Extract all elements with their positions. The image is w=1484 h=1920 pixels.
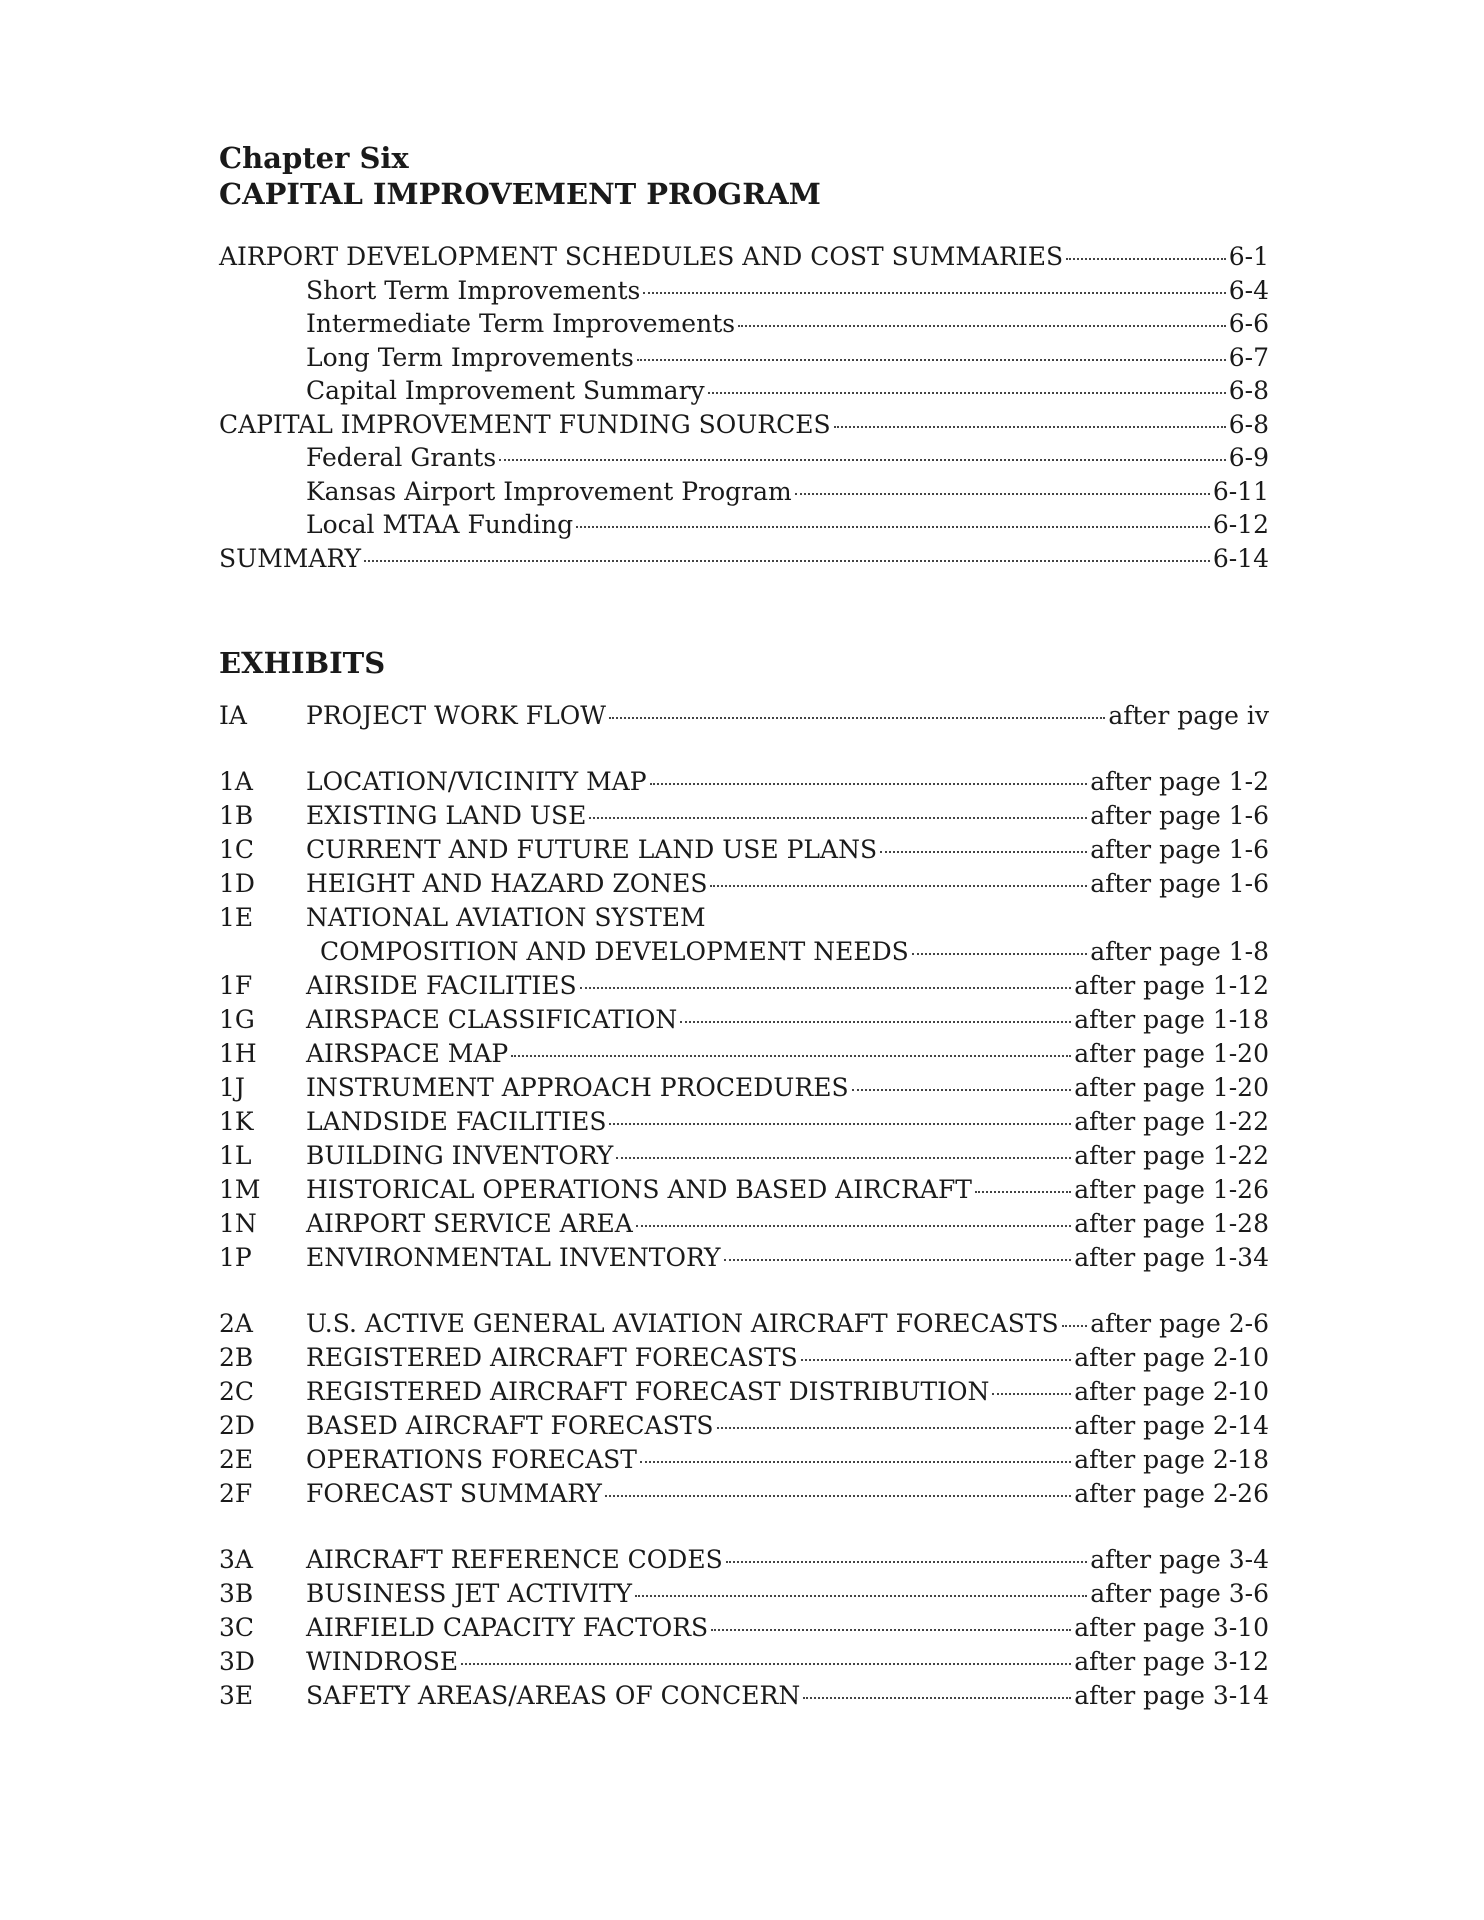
exhibit-code: 1J — [219, 1073, 245, 1102]
toc-entry-page: 6-7 — [1228, 342, 1269, 372]
exhibit-code: 2F — [219, 1479, 253, 1508]
dot-leader — [499, 459, 1226, 461]
dot-leader — [803, 1697, 1071, 1699]
exhibit-page: after page 1-34 — [1074, 1243, 1269, 1272]
exhibit-page: after page 2-6 — [1090, 1309, 1269, 1338]
dot-leader — [364, 560, 1210, 562]
dot-leader — [643, 292, 1225, 294]
exhibit-code: 3D — [219, 1647, 255, 1676]
dot-leader — [834, 426, 1226, 428]
toc-entry[interactable] — [219, 242, 1269, 276]
toc-entry-page: 6-8 — [1228, 409, 1269, 439]
exhibit-label: EXISTING LAND USE — [306, 801, 587, 830]
exhibit-page: after page 1-22 — [1074, 1107, 1269, 1136]
exhibit-label: HISTORICAL OPERATIONS AND BASED AIRCRAFT — [306, 1175, 972, 1204]
exhibit-entry[interactable] — [219, 1005, 1269, 1039]
table-of-contents — [219, 242, 1269, 577]
toc-entry-label: SUMMARY — [219, 543, 362, 573]
exhibit-entry[interactable] — [219, 1039, 1269, 1073]
exhibit-group — [219, 701, 1269, 735]
dot-leader — [724, 1259, 1072, 1261]
exhibit-code: 2A — [219, 1309, 253, 1338]
exhibit-entry[interactable] — [219, 1479, 1269, 1513]
exhibit-page: after page 1-20 — [1074, 1039, 1269, 1068]
exhibit-label: BUILDING INVENTORY — [306, 1141, 614, 1170]
dot-leader — [609, 1123, 1071, 1125]
exhibit-label: AIRSPACE CLASSIFICATION — [306, 1005, 678, 1034]
exhibit-page: after page 1-6 — [1090, 801, 1269, 830]
exhibit-label: REGISTERED AIRCRAFT FORECAST DISTRIBUTION — [306, 1377, 990, 1406]
toc-entry[interactable] — [219, 410, 1269, 444]
dot-leader — [992, 1393, 1071, 1395]
exhibit-code: 2D — [219, 1411, 255, 1440]
exhibit-page: after page 2-10 — [1074, 1377, 1269, 1406]
exhibit-page: after page 2-10 — [1074, 1343, 1269, 1372]
dot-leader — [511, 1055, 1071, 1057]
toc-entry-page: 6-9 — [1228, 443, 1269, 472]
toc-entry[interactable] — [219, 376, 1269, 410]
exhibit-label: HEIGHT AND HAZARD ZONES — [306, 869, 708, 898]
toc-entry-label: Intermediate Term Improvements — [306, 309, 736, 338]
exhibit-label: OPERATIONS FORECAST — [306, 1445, 637, 1474]
exhibit-code: 3E — [219, 1681, 254, 1710]
exhibit-code: 1P — [219, 1243, 252, 1272]
dot-leader — [635, 1595, 1087, 1597]
exhibit-entry[interactable] — [219, 1545, 1269, 1579]
exhibit-code: 1N — [219, 1209, 257, 1238]
exhibit-label: AIRFIELD CAPACITY FACTORS — [306, 1613, 709, 1642]
dot-leader — [975, 1191, 1071, 1193]
dot-leader — [576, 526, 1210, 528]
exhibit-entry[interactable] — [219, 1243, 1269, 1277]
dot-leader — [589, 817, 1087, 819]
toc-entry-page: 6-14 — [1212, 543, 1269, 573]
exhibit-page: after page 1-6 — [1090, 835, 1269, 864]
dot-leader — [708, 392, 1226, 394]
chapter-subtitle: CAPITAL IMPROVEMENT PROGRAM — [219, 177, 821, 211]
exhibit-label: COMPOSITION AND DEVELOPMENT NEEDS — [320, 937, 909, 966]
toc-entry[interactable] — [219, 309, 1269, 343]
exhibit-page: after page 1-28 — [1074, 1209, 1269, 1238]
toc-entry[interactable] — [219, 343, 1269, 377]
exhibit-page: after page 3-12 — [1074, 1647, 1269, 1676]
toc-entry[interactable] — [219, 544, 1269, 578]
exhibit-code: 1D — [219, 869, 255, 898]
exhibit-entry[interactable] — [219, 1073, 1269, 1107]
exhibit-page: after page 3-10 — [1074, 1613, 1269, 1642]
exhibit-page: after page 1-6 — [1090, 869, 1269, 898]
exhibit-label: PROJECT WORK FLOW — [306, 701, 606, 730]
exhibit-code: 1E — [219, 903, 254, 932]
toc-entry-label: AIRPORT DEVELOPMENT SCHEDULES AND COST SUMMARIES — [219, 242, 1064, 271]
exhibit-group — [219, 1545, 1269, 1715]
dot-leader — [461, 1663, 1071, 1665]
exhibit-label: LANDSIDE FACILITIES — [306, 1107, 607, 1136]
dot-leader — [801, 1359, 1071, 1361]
exhibit-page: after page 2-18 — [1074, 1445, 1269, 1474]
exhibit-page: after page 3-4 — [1090, 1545, 1269, 1574]
exhibit-entry[interactable] — [219, 1343, 1269, 1377]
dot-leader — [852, 1089, 1072, 1091]
exhibit-entry[interactable] — [219, 1175, 1269, 1209]
exhibit-label: BUSINESS JET ACTIVITY — [306, 1579, 633, 1608]
exhibit-code: 3B — [219, 1579, 254, 1608]
exhibit-entry[interactable] — [219, 1107, 1269, 1141]
exhibit-page: after page 3-6 — [1090, 1579, 1269, 1608]
exhibit-entry[interactable] — [219, 1309, 1269, 1343]
dot-leader — [1066, 258, 1226, 260]
exhibit-page: after page 2-26 — [1074, 1479, 1269, 1508]
exhibit-entry-continuation[interactable] — [219, 937, 1269, 971]
chapter-title: Chapter Six — [219, 141, 409, 175]
toc-entry-page: 6-8 — [1228, 376, 1269, 405]
exhibit-code: 2E — [219, 1445, 254, 1474]
dot-leader — [717, 1427, 1072, 1429]
exhibit-page: after page 3-14 — [1074, 1681, 1269, 1710]
exhibit-entry[interactable] — [219, 1445, 1269, 1479]
exhibit-label: U.S. ACTIVE GENERAL AVIATION AIRCRAFT FORECASTS — [306, 1309, 1059, 1338]
dot-leader — [880, 851, 1087, 853]
exhibit-label: INSTRUMENT APPROACH PROCEDURES — [306, 1073, 849, 1102]
toc-entry-label: Capital Improvement Summary — [306, 376, 705, 405]
exhibit-label: CURRENT AND FUTURE LAND USE PLANS — [306, 835, 878, 864]
exhibit-entry[interactable] — [219, 835, 1269, 869]
dot-leader — [795, 493, 1210, 495]
exhibit-label: ENVIRONMENTAL INVENTORY — [306, 1243, 721, 1272]
exhibit-code: 1K — [219, 1107, 254, 1136]
dot-leader — [637, 359, 1226, 361]
dot-leader — [1062, 1325, 1088, 1327]
toc-entry[interactable] — [219, 443, 1269, 477]
exhibit-code: 1G — [219, 1005, 255, 1034]
exhibit-label: LOCATION/VICINITY MAP — [306, 767, 647, 796]
exhibits-heading: EXHIBITS — [219, 646, 386, 680]
exhibit-entry[interactable] — [219, 971, 1269, 1005]
exhibit-entry[interactable] — [219, 903, 1269, 937]
exhibit-label: AIRCRAFT REFERENCE CODES — [306, 1545, 723, 1574]
toc-entry-label: Short Term Improvements — [306, 275, 641, 305]
dot-leader — [650, 783, 1088, 785]
exhibit-entry[interactable] — [219, 1647, 1269, 1681]
dot-leader — [680, 1021, 1071, 1023]
dot-leader — [640, 1461, 1071, 1463]
exhibit-page: after page 1-12 — [1074, 971, 1269, 1000]
dot-leader — [738, 325, 1226, 327]
exhibit-code: 1H — [219, 1039, 257, 1068]
toc-entry-page: 6-6 — [1228, 309, 1269, 338]
toc-entry[interactable] — [219, 477, 1269, 511]
exhibit-page: after page 1-26 — [1074, 1175, 1269, 1204]
document-page — [219, 140, 1269, 1747]
toc-entry-label: Kansas Airport Improvement Program — [306, 476, 792, 506]
toc-entry-label: Long Term Improvements — [306, 342, 634, 372]
exhibit-page: after page 2-14 — [1074, 1411, 1269, 1440]
exhibit-entry[interactable] — [219, 801, 1269, 835]
exhibit-code: 1M — [219, 1175, 261, 1204]
toc-entry-page: 6-12 — [1212, 510, 1269, 539]
exhibit-code: 1F — [219, 971, 253, 1000]
toc-entry-label: Local MTAA Funding — [306, 510, 574, 539]
exhibit-entry[interactable] — [219, 869, 1269, 903]
exhibit-code: 1A — [219, 767, 253, 796]
exhibit-code: 1L — [219, 1141, 252, 1170]
exhibit-code: IA — [219, 701, 247, 730]
dot-leader — [912, 953, 1087, 955]
exhibit-page: after page 1-2 — [1090, 767, 1269, 796]
exhibit-label: REGISTERED AIRCRAFT FORECASTS — [306, 1343, 798, 1372]
exhibit-page: after page iv — [1108, 701, 1269, 730]
exhibit-entry[interactable] — [219, 1411, 1269, 1445]
dot-leader — [616, 1157, 1071, 1159]
exhibit-label: WINDROSE — [306, 1647, 459, 1676]
exhibit-page: after page 1-22 — [1074, 1141, 1269, 1170]
exhibit-entry[interactable] — [219, 1613, 1269, 1647]
exhibit-group — [219, 767, 1269, 1277]
exhibit-code: 2C — [219, 1377, 255, 1406]
toc-entry-page: 6-11 — [1212, 476, 1269, 506]
exhibit-code: 3C — [219, 1613, 255, 1642]
dot-leader — [726, 1561, 1087, 1563]
exhibit-entry[interactable] — [219, 1209, 1269, 1243]
exhibit-code: 1C — [219, 835, 255, 864]
exhibit-entry[interactable] — [219, 1681, 1269, 1715]
dot-leader — [636, 1225, 1071, 1227]
exhibit-label: AIRSIDE FACILITIES — [306, 971, 577, 1000]
exhibit-code: 1B — [219, 801, 254, 830]
toc-entry-label: CAPITAL IMPROVEMENT FUNDING SOURCES — [219, 409, 831, 439]
exhibit-label: AIRSPACE MAP — [306, 1039, 509, 1068]
exhibit-label: SAFETY AREAS/AREAS OF CONCERN — [306, 1681, 801, 1710]
exhibit-entry[interactable] — [219, 767, 1269, 801]
dot-leader — [605, 1495, 1071, 1497]
exhibit-label: AIRPORT SERVICE AREA — [306, 1209, 633, 1238]
exhibit-entry[interactable] — [219, 1141, 1269, 1175]
toc-entry-page: 6-1 — [1228, 242, 1269, 271]
exhibit-entry[interactable] — [219, 701, 1269, 735]
toc-entry[interactable] — [219, 510, 1269, 544]
toc-entry-label: Federal Grants — [306, 443, 497, 472]
exhibit-code: 3A — [219, 1545, 253, 1574]
dot-leader — [711, 1629, 1071, 1631]
exhibit-page: after page 1-8 — [1090, 937, 1269, 966]
exhibit-entry[interactable] — [219, 1377, 1269, 1411]
toc-entry[interactable] — [219, 276, 1269, 310]
dot-leader — [609, 717, 1105, 719]
exhibit-entry[interactable] — [219, 1579, 1269, 1613]
exhibit-label: NATIONAL AVIATION SYSTEM — [306, 903, 706, 932]
toc-entry-page: 6-4 — [1228, 275, 1269, 305]
exhibit-group — [219, 1309, 1269, 1513]
exhibit-page: after page 1-20 — [1074, 1073, 1269, 1102]
exhibit-code: 2B — [219, 1343, 254, 1372]
exhibit-page: after page 1-18 — [1074, 1005, 1269, 1034]
dot-leader — [710, 885, 1087, 887]
exhibit-label: FORECAST SUMMARY — [306, 1479, 602, 1508]
dot-leader — [580, 987, 1072, 989]
exhibit-label: BASED AIRCRAFT FORECASTS — [306, 1411, 714, 1440]
